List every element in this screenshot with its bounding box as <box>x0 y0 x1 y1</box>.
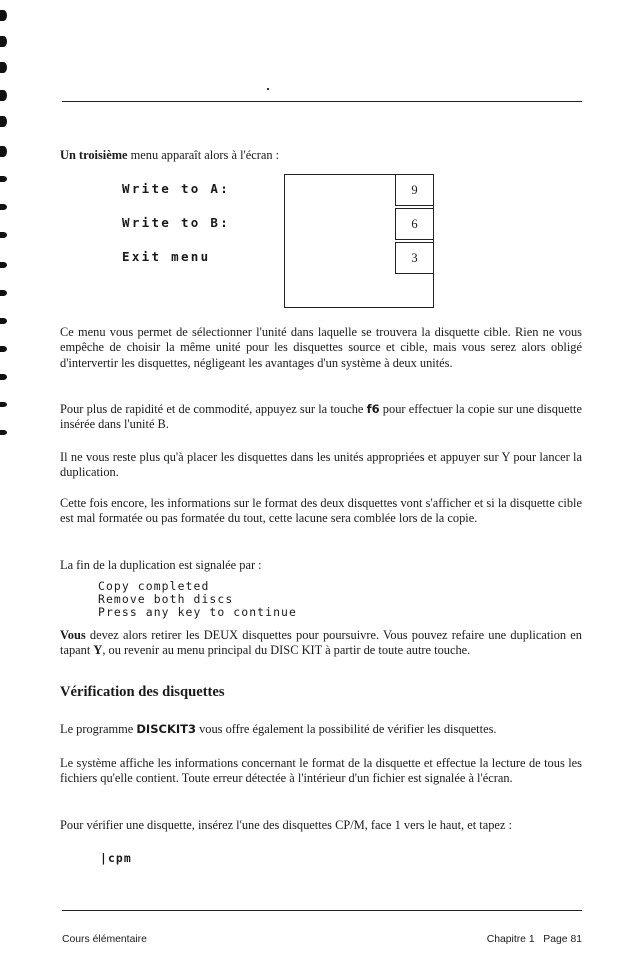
footer-left: Cours élémentaire <box>62 934 147 945</box>
paragraph-6: Vous devez alors retirer les DEUX disquettes pour poursuivre. Vous pouvez refaire une duplication en tapant Y, ou revenir au menu principal du DISC KIT à partir de toute autre touche. <box>60 628 582 658</box>
footer-right: Chapitre 1 Page 81 <box>486 934 582 945</box>
menu-value-exit: 3 <box>395 242 434 274</box>
screen-line: Press any key to continue <box>98 605 297 619</box>
menu-label-exit: Exit menu <box>122 249 211 264</box>
paragraph-8: Le système affiche les informations concernant le format de la disquette et effectue la lecture de tous les fichiers qu'elle contient. Toute erreur détectée à l'intérieur d'un fichier est signalée à l'écran. <box>60 756 582 786</box>
paragraph-9: Pour vérifier une disquette, insérez l'une des disquettes CP/M, face 1 vers le haut, et tapez : <box>60 818 512 832</box>
paragraph-4: Cette fois encore, les informations sur le format des deux disquettes vont s'afficher et si la disquette cible est mal formatée ou pas formatée du tout, cette lacune sera comblée lors de la copie. <box>60 496 582 526</box>
paragraph-7: Le programme DISCKIT3 vous offre également la possibilité de vérifier les disquettes. <box>60 722 497 736</box>
screen-line: Copy completed <box>98 579 210 593</box>
paragraph-3: Il ne vous reste plus qu'à placer les disquettes dans les unités appropriées et appuyer sur Y pour lancer la duplication. <box>60 450 582 480</box>
menu-label-write-b: Write to B: <box>122 215 231 230</box>
section-heading: Vérification des disquettes <box>60 684 225 700</box>
binding-holes <box>0 0 10 972</box>
screen-line: Remove both discs <box>98 592 234 606</box>
bottom-rule <box>62 910 582 911</box>
top-rule <box>62 101 582 102</box>
speck <box>267 88 269 90</box>
paragraph-2: Pour plus de rapidité et de commodité, appuyez sur la touche f6 pour effectuer la copie sur une disquette insérée dans l'unité B. <box>60 402 582 432</box>
command-line: |cpm <box>100 851 132 865</box>
menu-value-write-b: 6 <box>395 208 434 240</box>
menu-value-write-a: 9 <box>395 174 434 206</box>
paragraph-5: La fin de la duplication est signalée par : <box>60 558 262 572</box>
menu-label-write-a: Write to A: <box>122 181 231 196</box>
menu-intro: Un troisième menu apparaît alors à l'écran : <box>60 148 280 162</box>
paragraph-1: Ce menu vous permet de sélectionner l'unité dans laquelle se trouvera la disquette cible. Rien ne vous empêche de choisir la même unité pour les disquettes source et cible, mais vous serez alors obligé d'intervertir les disquettes, négligeant les avantages d'un système à deux unités. <box>60 325 582 370</box>
